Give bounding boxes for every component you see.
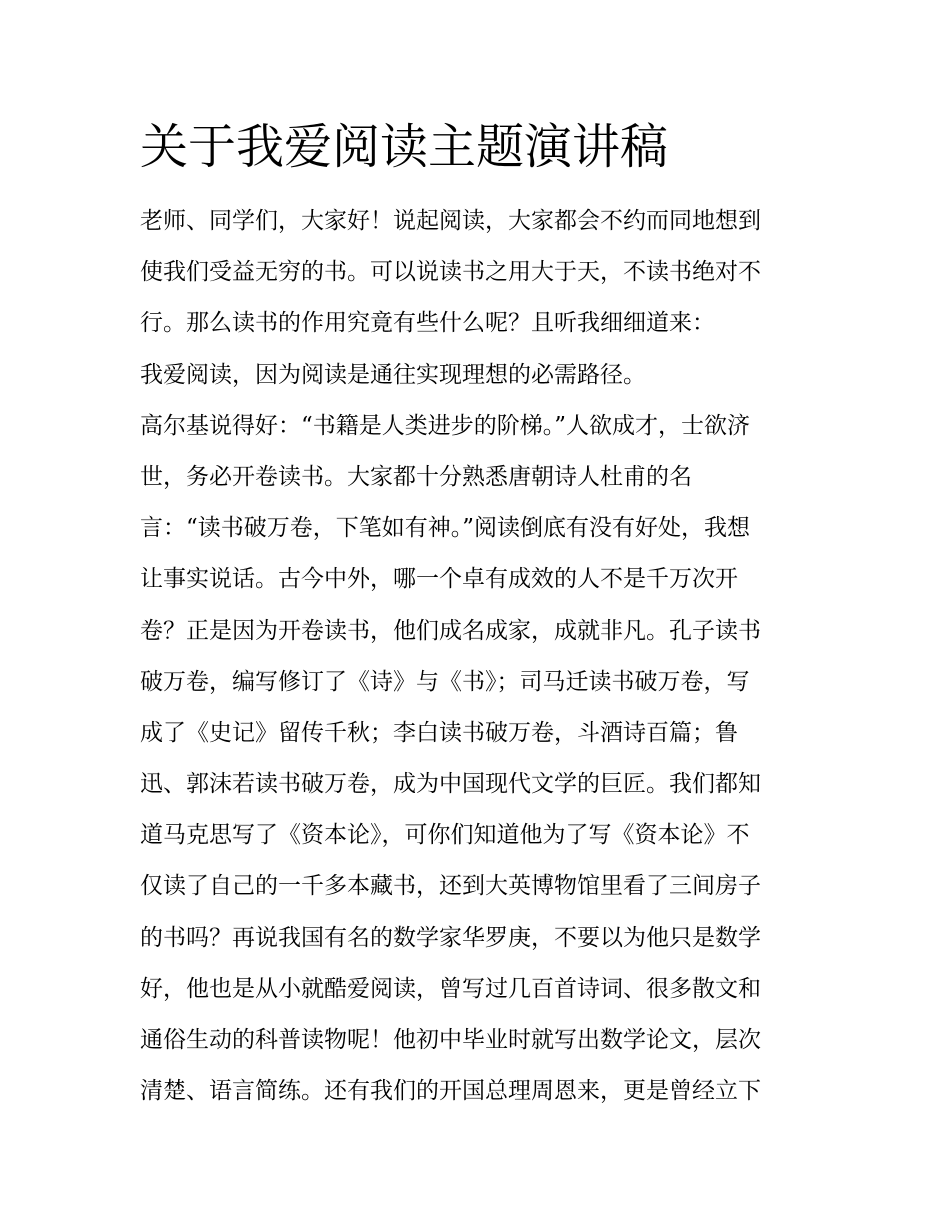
text-line: 迅、郭沫若读书破万卷，成为中国现代文学的巨匠。我们都知: [140, 771, 761, 798]
text-line: 高尔基说得好：“书籍是人类进步的阶梯。”人欲成才，士欲济: [140, 412, 751, 439]
text-line: 好，他也是从小就酷爱阅读，曾写过几百首诗词、很多散文和: [140, 975, 761, 1002]
text-line: 成了《史记》留传千秋；李白读书破万卷，斗酒诗百篇；鲁: [140, 719, 738, 746]
text-line: 道马克思写了《资本论》，可你们知道他为了写《资本论》不: [140, 822, 750, 849]
text-line: 清楚、语言简练。还有我们的开国总理周恩来，更是曾经立下: [140, 1078, 761, 1105]
text-line: 使我们受益无穷的书。可以说读书之用大于天，不读书绝对不: [140, 259, 761, 286]
text-line: 破万卷，编写修订了《诗》与《书》；司马迁读书破万卷，写: [140, 668, 750, 695]
text-line: 通俗生动的科普读物呢！他初中毕业时就写出数学论文，层次: [140, 1027, 761, 1053]
text-line: 老师、同学们，大家好！说起阅读，大家都会不约而同地想到: [140, 208, 761, 234]
document-title: 关于我爱阅读主题演讲稿: [140, 119, 669, 175]
text-line: 卷？正是因为开卷读书，他们成名成家，成就非凡。孔子读书: [140, 617, 761, 644]
text-line: 我爱阅读，因为阅读是通往实现理想的必需路径。: [140, 361, 646, 388]
text-line: 言：“读书破万卷，下笔如有神。”阅读倒底有没有好处，我想: [140, 515, 751, 542]
document-body: [140, 196, 820, 1117]
text-line: 让事实说话。古今中外，哪一个卓有成效的人不是千万次开: [140, 566, 738, 593]
text-line: 行。那么读书的作用究竟有些什么呢？且听我细细道来：: [140, 310, 715, 337]
text-line: 仅读了自己的一千多本藏书，还到大英博物馆里看了三间房子: [140, 873, 761, 900]
text-line: 的书吗？再说我国有名的数学家华罗庚，不要以为他只是数学: [140, 924, 761, 951]
text-line: 世，务必开卷读书。大家都十分熟悉唐朝诗人杜甫的名: [140, 463, 692, 490]
